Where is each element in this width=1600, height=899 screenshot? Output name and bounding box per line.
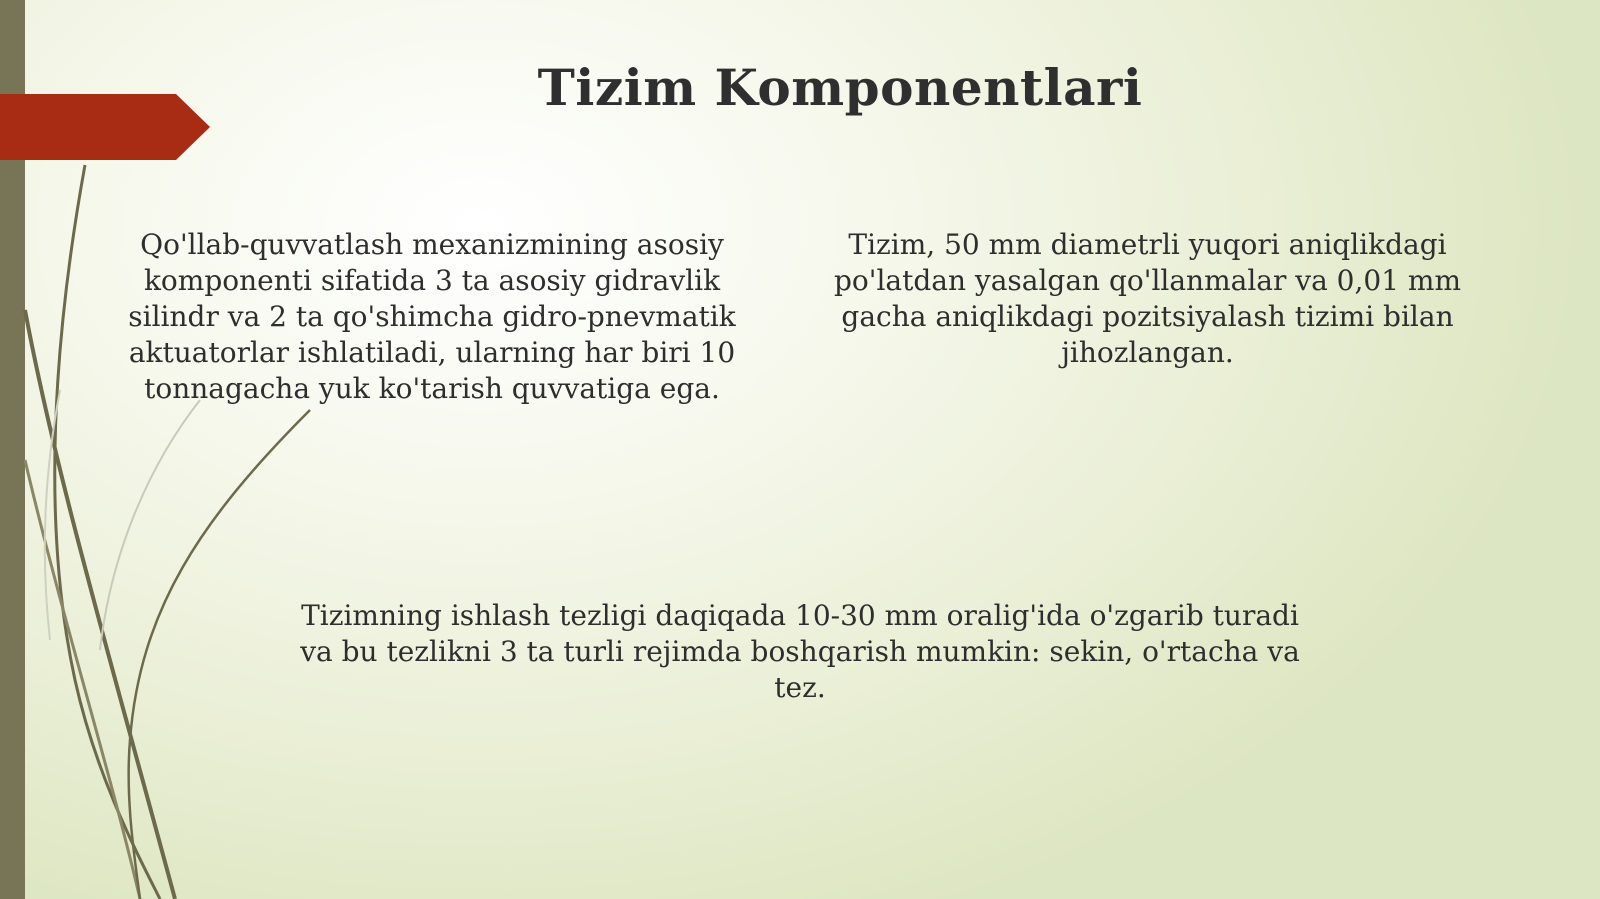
paragraph-bottom: Tizimning ishlash tezligi daqiqada 10-30 mm oralig'ida o'zgarib turadi va bu tezlikni 3 ta turli rejimda boshqarish mumkin: sekin, o'rtacha va tez. bbox=[300, 599, 1300, 704]
red-arrow-shape bbox=[0, 94, 210, 160]
paragraph-right: Tizim, 50 mm diametrli yuqori aniqlikdagi po'latdan yasalgan qo'llanmalar va 0,01 mm gacha aniqlikdagi pozitsiyalash tizimi bilan jihozlangan. bbox=[833, 228, 1462, 369]
slide-title: Tizim Komponentlari bbox=[537, 58, 1143, 117]
paragraph-left: Qo'llab-quvvatlash mexanizmining asosiy komponenti sifatida 3 ta asosiy gidravlik silindr va 2 ta qo'shimcha gidro-pnevmatik aktuatorlar ishlatiladi, ularning har biri 10 tonnagacha yuk ko'tarish quvvatiga ega. bbox=[128, 228, 736, 405]
